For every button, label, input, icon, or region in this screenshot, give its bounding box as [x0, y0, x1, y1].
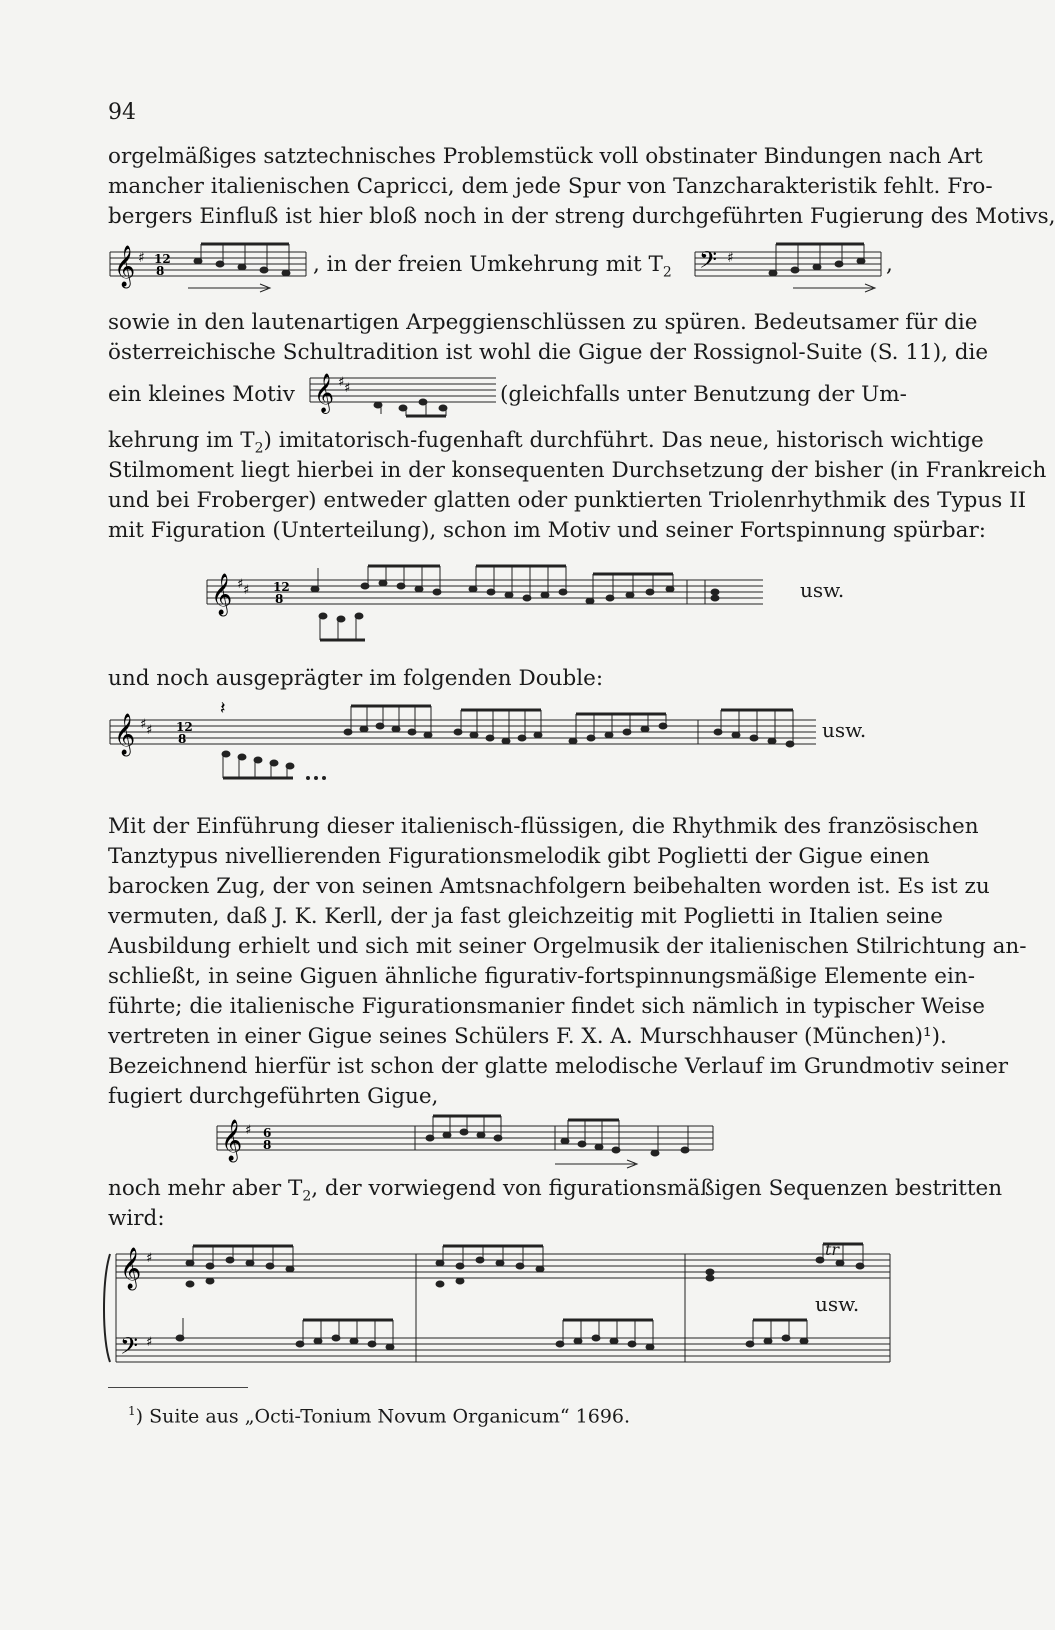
text-line: mit Figuration (Unterteilung), schon im Motiv und seiner Fortspinnung spürbar: — [108, 518, 986, 543]
svg-text:♯: ♯ — [146, 723, 153, 738]
text-line: führte; die italienische Figurationsmanier findet sich nämlich in typischer Weise — [108, 994, 985, 1019]
svg-text:𝄢: 𝄢 — [120, 1332, 139, 1365]
grand-staff-music-example — [100, 1240, 900, 1370]
small-motif-music-example — [308, 366, 498, 422]
gigue-music-example — [205, 556, 765, 646]
svg-text:♯: ♯ — [237, 577, 244, 592]
text-line: vertreten in einer Gigue seines Schülers F. X. A. Murschhauser (München)¹). — [108, 1024, 947, 1049]
text-line: Ausbildung erhielt und sich mit seiner Orgelmusik der italienischen Stilrichtung an- — [108, 934, 1027, 959]
footnote-divider — [108, 1387, 248, 1388]
page-number: 94 — [108, 100, 136, 125]
text-line: schließt, in seine Giguen ähnliche figurativ-fortspinnungsmäßige Elemente ein- — [108, 964, 976, 989]
svg-text:12: 12 — [273, 580, 290, 594]
text-line: Mit der Einführung dieser italienisch-flüssigen, die Rhythmik des französischen — [108, 814, 979, 839]
svg-text:𝄽: 𝄽 — [220, 698, 226, 719]
svg-text:𝄢: 𝄢 — [699, 246, 718, 279]
motif-music-example — [108, 238, 308, 298]
svg-text:♯: ♯ — [140, 717, 147, 732]
usw-marking: usw. — [800, 578, 845, 602]
text-line: österreichische Schultradition ist wohl die Gigue der Rossignol-Suite (S. 11), die — [108, 340, 989, 365]
svg-text:♯: ♯ — [338, 375, 345, 390]
svg-text:8: 8 — [178, 732, 187, 746]
svg-text:♯: ♯ — [146, 1335, 153, 1350]
svg-text:6: 6 — [263, 1126, 272, 1140]
svg-text:♯: ♯ — [243, 583, 250, 598]
inline-music-row-2 — [108, 366, 908, 426]
svg-text:♯: ♯ — [344, 381, 351, 396]
svg-text:𝄞: 𝄞 — [114, 714, 136, 755]
text-line: Stilmoment liegt hierbei in der konsequenten Durchsetzung der bisher (in Frankreich — [108, 458, 1047, 483]
inline-text: , in der freien Umkehrung mit $T_2$ — [313, 252, 672, 281]
svg-text:8: 8 — [275, 592, 284, 606]
text-line: mancher italienischen Capricci, dem jede Spur von Tanzcharakteristik fehlt. Fro- — [108, 174, 993, 199]
svg-text:12: 12 — [154, 252, 171, 266]
text-line: Bezeichnend hierfür ist schon der glatte melodische Verlauf im Grundmotiv seiner — [108, 1054, 1009, 1079]
svg-text:♯: ♯ — [146, 1251, 153, 1266]
svg-text:♯: ♯ — [138, 250, 145, 266]
text-line: kehrung im $T_2$) imitatorisch-fugenhaft durchführt. Das neue, historisch wichtige — [108, 428, 984, 457]
svg-text:12: 12 — [176, 720, 193, 734]
svg-text:𝄞: 𝄞 — [120, 1248, 142, 1289]
usw-marking: usw. — [822, 718, 867, 742]
usw-marking: usw. — [815, 1292, 860, 1316]
inline-text: (gleichfalls unter Benutzung der Um- — [500, 382, 907, 407]
svg-text:♯: ♯ — [727, 250, 734, 266]
text-line: und bei Froberger) entweder glatten oder punktierten Triolenrhythmik des Typus II — [108, 488, 1027, 513]
double-music-example — [108, 698, 818, 792]
inversion-music-example — [693, 238, 883, 298]
svg-text:𝄞: 𝄞 — [211, 574, 233, 615]
text-line: und noch ausgeprägter im folgenden Double: — [108, 666, 604, 691]
svg-text:♯: ♯ — [245, 1123, 252, 1138]
text-line: wird: — [108, 1206, 165, 1231]
svg-text:8: 8 — [263, 1138, 272, 1152]
inline-music-row-1 — [108, 238, 908, 298]
trill-marking: tr — [825, 1240, 840, 1259]
text-line: fugiert durchgeführten Gigue, — [108, 1084, 439, 1109]
svg-text:𝄞: 𝄞 — [314, 373, 335, 413]
svg-text:8: 8 — [156, 264, 165, 278]
text-line: vermuten, daß J. K. Kerll, der ja fast gleichzeitig mit Poglietti in Italien seine — [108, 904, 944, 929]
inline-text: ein kleines Motiv — [108, 382, 295, 407]
text-line: noch mehr aber $T_2$, der vorwiegend von figurationsmäßigen Sequenzen bestritten — [108, 1176, 1003, 1205]
text-line: Tanztypus nivellierenden Figurationsmelodik gibt Poglietti der Gigue einen — [108, 844, 930, 869]
text-line: orgelmäßiges satztechnisches Problemstück voll obstinater Bindungen nach Art — [108, 144, 983, 169]
text-line: bergers Einfluß ist hier bloß noch in der streng durchgeführten Fugierung des Motivs, — [108, 204, 1055, 229]
text-line: barocken Zug, der von seinen Amtsnachfolgern beibehalten worden ist. Es ist zu — [108, 874, 990, 899]
murschhauser-music-example — [215, 1112, 715, 1172]
svg-text:𝄞: 𝄞 — [114, 246, 136, 287]
svg-text:𝄞: 𝄞 — [221, 1120, 243, 1161]
text-line: sowie in den lautenartigen Arpeggienschlüssen zu spüren. Bedeutsamer für die — [108, 310, 978, 335]
footnote: $^1$) Suite aus „Octi-Tonium Novum Organicum“ 1696. — [128, 1404, 631, 1428]
inline-text: , — [886, 252, 893, 277]
